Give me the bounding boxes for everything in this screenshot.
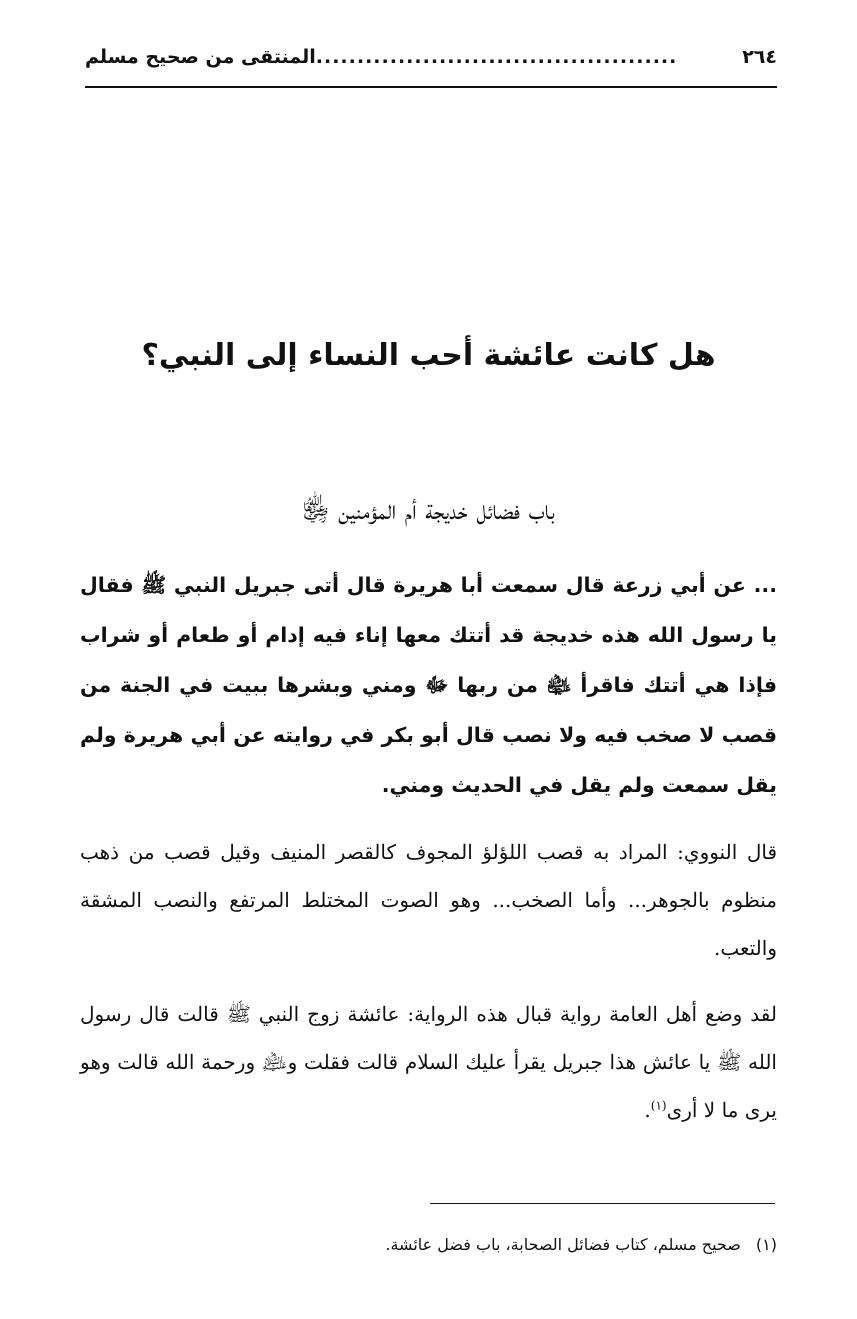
running-header xyxy=(85,40,777,74)
footnote-reference[interactable]: (١) xyxy=(650,1098,667,1113)
chapter-title: هل كانت عائشة أحب النساء إلى النبي؟ xyxy=(141,338,716,373)
section-title: باب فضائل خديجة أم المؤمنين ﵂ xyxy=(302,495,555,526)
header-dots: ............................................ xyxy=(315,46,678,68)
nawawi-commentary-paragraph: قال النووي: المراد به قصب اللؤلؤ المجوف كالقصر المنيف وقيل قصب من ذهب منظوم بالجوهر... وأما الصخب... وهو الصوت المختلط المرتفع والنصب المشقة والتعب. xyxy=(80,840,777,960)
counter-narration-paragraph xyxy=(80,990,777,1134)
footnote xyxy=(80,1232,777,1258)
running-title-wrap xyxy=(85,46,742,68)
counter-narration-text: لقد وضع أهل العامة رواية قبال هذه الرواية: عائشة زوج النبي ﷺ قالت قال رسول الله ﷺ يا عائش هذا جبريل يقرأ عليك السلام قالت فقلت و﵇ ورحمة الله قالت وهو يرى ما لا أرى xyxy=(80,1002,777,1122)
paragraph-end: . xyxy=(644,1098,651,1122)
footnote-rule xyxy=(430,1203,775,1204)
running-title: المنتقى من صحيح مسلم xyxy=(85,46,316,68)
footnote-number: (١) xyxy=(755,1235,777,1254)
header-rule xyxy=(85,86,777,88)
footnote-text: صحيح مسلم، كتاب فضائل الصحابة، باب فضل عائشة. xyxy=(385,1235,741,1254)
hadith-paragraph: ... عن أبي زرعة قال سمعت أبا هريرة قال أتى جبريل النبي ﷺ فقال يا رسول الله هذه خديجة قد أتتك معها إناء فيه إدام أو طعام أو شراب فإذا هي أتتك فاقرأ ﵍ من ربها ﷻ ومني وبشرها ببيت في الجنة من قصب لا صخب فيه ولا نصب قال أبو بكر في روايته عن أبي هريرة ولم يقل سمعت ولم يقل في الحديث ومني. xyxy=(80,573,777,797)
page-number: ٢٦٤ xyxy=(742,46,777,68)
